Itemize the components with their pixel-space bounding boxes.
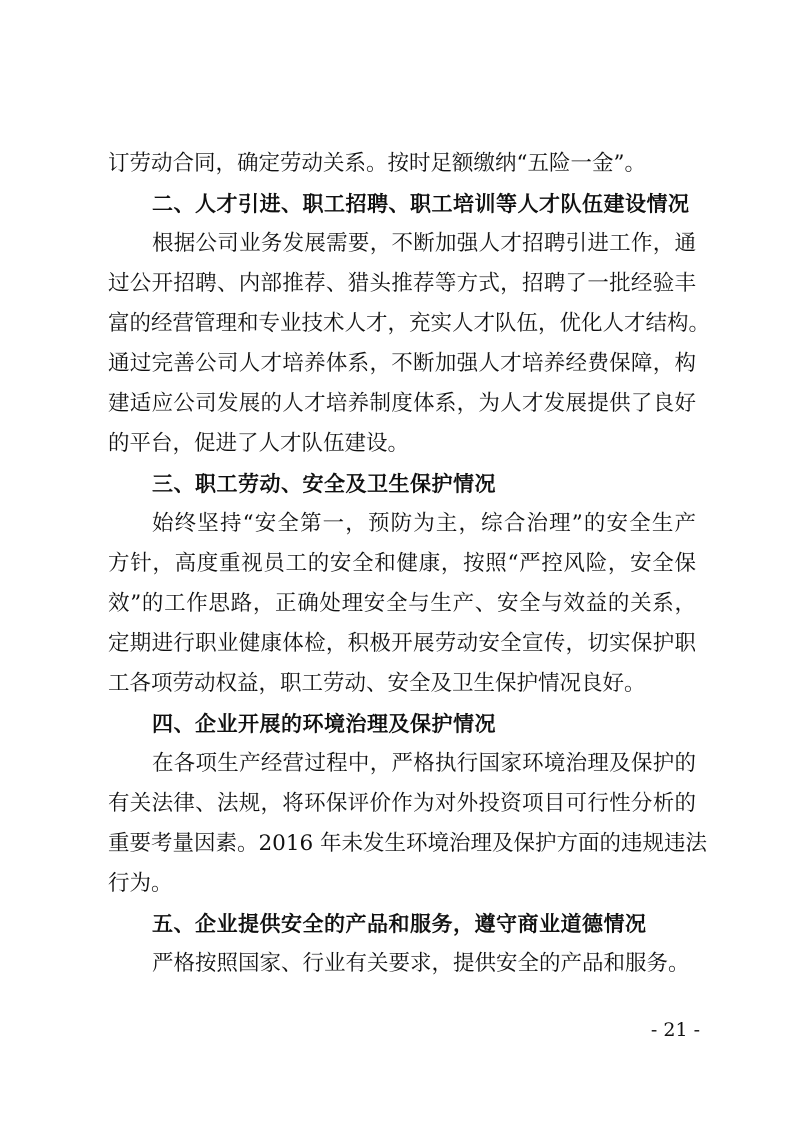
page-number: - 21 -	[650, 1019, 700, 1041]
paragraph-2-line-3: 富的经营管理和专业技术人才，充实人才队伍，优化人才结构。	[108, 311, 711, 336]
paragraph-2-line-4: 通过完善公司人才培养体系，不断加强人才培养经费保障，构	[108, 351, 696, 376]
paragraph-3-line-1: 始终坚持“安全第一，预防为主，综合治理”的安全生产	[152, 511, 696, 536]
paragraph-4-line-1: 在各项生产经营过程中，严格执行国家环境治理及保护的	[152, 751, 696, 776]
section-heading-3: 三、职工劳动、安全及卫生保护情况	[152, 472, 496, 496]
paragraph-2-line-5: 建适应公司发展的人才培养制度体系，为人才发展提供了良好	[108, 391, 696, 416]
section-heading-4: 四、企业开展的环境治理及保护情况	[152, 712, 496, 736]
document-body	[108, 144, 711, 984]
paragraph-4-line-2: 有关法律、法规，将环保评价作为对外投资项目可行性分析的	[108, 791, 696, 816]
paragraph-3-line-2: 方针，高度重视员工的安全和健康，按照“严控风险，安全保	[108, 551, 696, 576]
section-heading-2: 二、人才引进、职工招聘、职工培训等人才队伍建设情况	[152, 192, 690, 216]
paragraph-5-line-1: 严格按照国家、行业有关要求，提供安全的产品和服务。	[152, 951, 690, 976]
paragraph-2-line-1: 根据公司业务发展需要，不断加强人才招聘引进工作，通	[152, 231, 696, 256]
paragraph-4-line-4: 行为。	[108, 871, 173, 896]
paragraph-3-line-4: 定期进行职业健康体检，积极开展劳动安全宣传，切实保护职	[108, 631, 696, 656]
paragraph-1-line-1: 订劳动合同，确定劳动关系。按时足额缴纳“五险一金”。	[108, 151, 646, 176]
paragraph-4-line-3: 重要考量因素。2016 年未发生环境治理及保护方面的违规违法	[108, 831, 708, 856]
paragraph-2-line-2: 过公开招聘、内部推荐、猎头推荐等方式，招聘了一批经验丰	[108, 271, 696, 296]
section-heading-5: 五、企业提供安全的产品和服务，遵守商业道德情况	[152, 912, 647, 936]
paragraph-2-line-6: 的平台，促进了人才队伍建设。	[108, 431, 410, 456]
paragraph-3-line-5: 工各项劳动权益，职工劳动、安全及卫生保护情况良好。	[108, 671, 646, 696]
paragraph-3-line-3: 效”的工作思路，正确处理安全与生产、安全与效益的关系，	[108, 591, 696, 616]
